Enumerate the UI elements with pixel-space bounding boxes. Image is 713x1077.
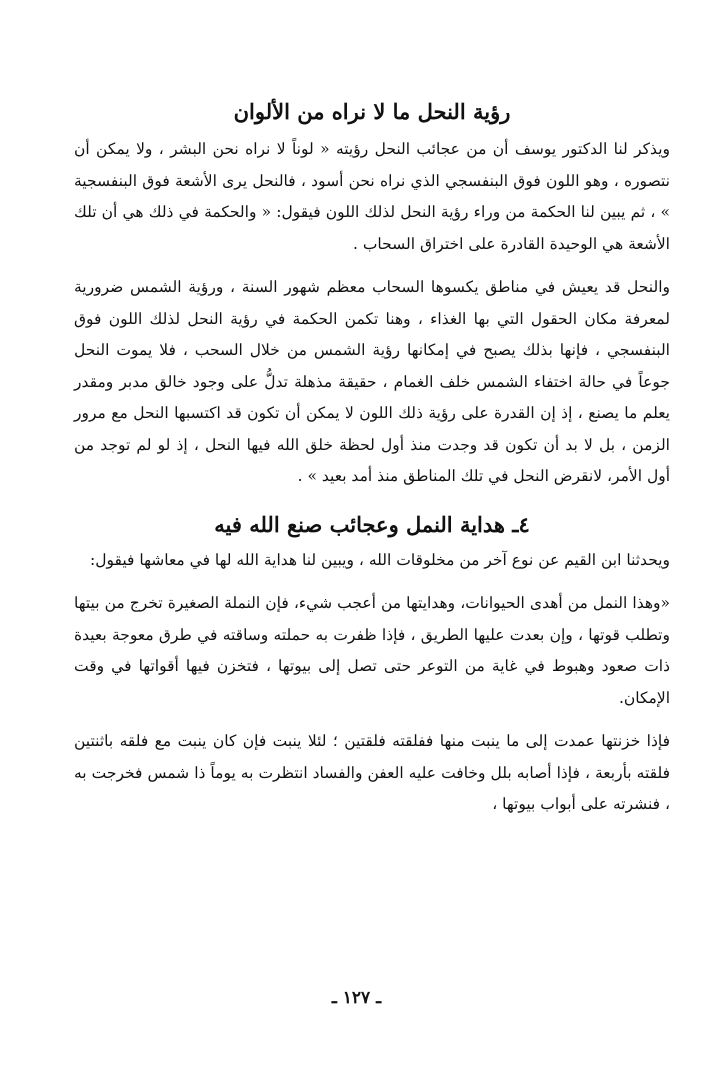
paragraph: ويحدثنا ابن القيم عن نوع آخر من مخلوقات الله ، ويبين لنا هداية الله لها في معاشها فيقول: bbox=[90, 550, 670, 569]
section-title-bees: رؤية النحل ما لا نراه من الألوان bbox=[233, 99, 511, 124]
page-body bbox=[74, 96, 670, 821]
section-title-ants: ٤ـ هداية النمل وعجائب صنع الله فيه bbox=[214, 511, 530, 537]
paragraph: ويذكر لنا الدكتور يوسف أن من عجائب النحل رؤيته « لوناً لا نراه نحن البشر ، ولا يمكن أن نتصوره ، وهو اللون فوق البنفسجي الذي نراه نحن أسود ، فالنحل يرى الأشعة فوق البنفسجية » ، ثم يبين لنا الحكمة من وراء رؤية النحل لذلك اللون فيقول: « والحكمة في ذلك هي أن تلك الأشعة هي الوحيدة القادرة على اختراق السحاب . bbox=[74, 140, 670, 253]
page-number: ـ ١٢٧ ـ bbox=[331, 988, 382, 1008]
paragraph: «وهذا النمل من أهدى الحيوانات، وهدايتها من أعجب شيء، فإن النملة الصغيرة تخرج من بيتها وتطلب قوتها ، وإن بعدت عليها الطريق ، فإذا ظفرت به حملته وساقته في طرق معوجة بعيدة ذات صعود وهبوط في غاية من التوعر حتى تصل إلى بيوتها ، فتخزن فيها أقواتها في وقت الإمكان. bbox=[74, 594, 670, 707]
paragraph: فإذا خزنتها عمدت إلى ما ينبت منها ففلقته فلقتين ؛ لئلا ينبت فإن كان ينبت مع فلقه باثنتين فلقته بأربعة ، فإذا أصابه بلل وخافت عليه العفن والفساد انتظرت به يوماً ذا شمس فخرجت به ، فنشرته على أبواب بيوتها ، bbox=[74, 732, 670, 813]
paragraph: والنحل قد يعيش في مناطق يكسوها السحاب معظم شهور السنة ، ورؤية الشمس ضرورية لمعرفة مكان الحقول التي بها الغذاء ، وهنا تكمن الحكمة في رؤية النحل لذلك اللون فوق البنفسجي ، فإنها بذلك يصبح في إمكانها رؤية الشمس من خلال السحب ، فلا يموت النحل جوعاً في حالة اختفاء الشمس خلف الغمام ، حقيقة مذهلة تدلُّ على وجود خالق مدبر ومقدر يعلم ما يصنع ، إذ إن القدرة على رؤية ذلك اللون لا يمكن أن تكون قد اكتسبها النحل مع مرور الزمن ، بل لا بد أن تكون قد وجدت منذ أول لحظة خلق الله فيها النحل ، إذ لو لم توجد من أول الأمر، لانقرض النحل في تلك المناطق منذ أمد بعيد » . bbox=[74, 278, 670, 485]
